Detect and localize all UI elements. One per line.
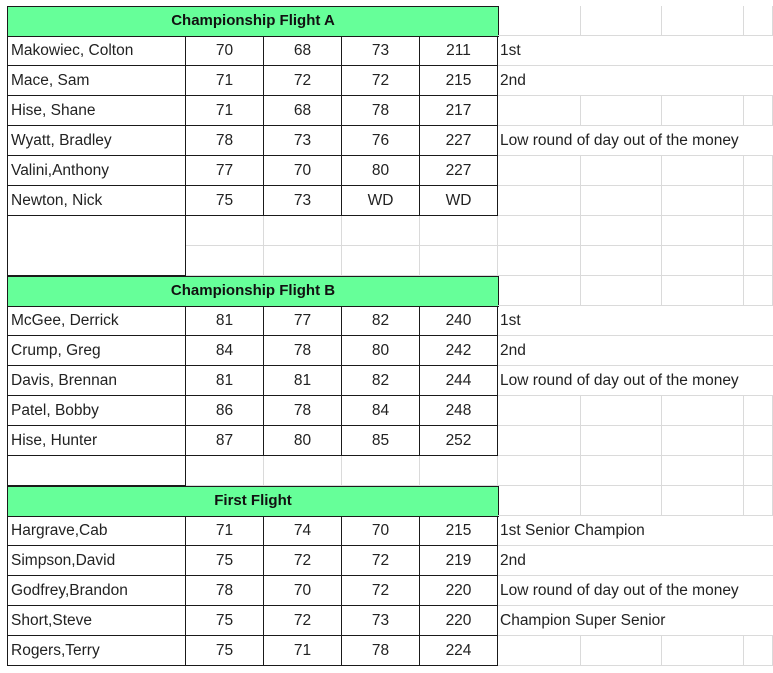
empty-cell[interactable] <box>498 276 581 306</box>
player-name-cell[interactable]: Valini,Anthony <box>7 156 186 186</box>
round-score-cell[interactable]: 71 <box>186 66 264 96</box>
note-cell[interactable]: Low round of day out of the money <box>498 366 773 396</box>
round-score-cell[interactable]: 78 <box>264 336 342 366</box>
flight-header[interactable]: Championship Flight B <box>7 276 499 307</box>
empty-cell[interactable] <box>581 276 662 306</box>
empty-cell[interactable] <box>264 456 342 486</box>
round-score-cell[interactable]: 81 <box>264 366 342 396</box>
player-name-cell[interactable]: Makowiec, Colton <box>7 36 186 66</box>
empty-cell[interactable] <box>662 186 744 216</box>
total-score-cell[interactable]: 242 <box>420 336 498 366</box>
empty-cell[interactable] <box>498 246 581 276</box>
round-score-cell[interactable]: 71 <box>186 96 264 126</box>
empty-cell[interactable] <box>498 156 581 186</box>
round-score-cell[interactable]: 78 <box>342 96 420 126</box>
round-score-cell[interactable]: 75 <box>186 606 264 636</box>
round-score-cell[interactable]: 87 <box>186 426 264 456</box>
player-name-cell[interactable]: Patel, Bobby <box>7 396 186 426</box>
empty-cell[interactable] <box>744 276 773 306</box>
empty-cell[interactable] <box>186 246 264 276</box>
empty-cell[interactable] <box>264 246 342 276</box>
round-score-cell[interactable]: 81 <box>186 306 264 336</box>
round-score-cell[interactable]: 72 <box>264 606 342 636</box>
empty-cell[interactable] <box>662 216 744 246</box>
round-score-cell[interactable]: 77 <box>186 156 264 186</box>
empty-cell[interactable] <box>581 6 662 36</box>
total-score-cell[interactable]: 252 <box>420 426 498 456</box>
empty-cell[interactable] <box>420 246 498 276</box>
round-score-cell[interactable]: 78 <box>186 126 264 156</box>
empty-cell[interactable] <box>581 426 662 456</box>
total-score-cell[interactable]: 219 <box>420 546 498 576</box>
empty-cell[interactable] <box>744 426 773 456</box>
empty-cell[interactable] <box>264 216 342 246</box>
total-score-cell[interactable]: 220 <box>420 576 498 606</box>
note-cell[interactable]: 1st Senior Champion <box>498 516 773 546</box>
round-score-cell[interactable]: 85 <box>342 426 420 456</box>
empty-cell[interactable] <box>744 396 773 426</box>
round-score-cell[interactable]: 76 <box>342 126 420 156</box>
empty-cell[interactable] <box>662 96 744 126</box>
round-score-cell[interactable]: 75 <box>186 186 264 216</box>
round-score-cell[interactable]: 77 <box>264 306 342 336</box>
note-cell[interactable]: 1st <box>498 36 773 66</box>
round-score-cell[interactable]: 84 <box>342 396 420 426</box>
empty-cell[interactable] <box>498 396 581 426</box>
round-score-cell[interactable]: 72 <box>342 576 420 606</box>
round-score-cell[interactable]: WD <box>342 186 420 216</box>
round-score-cell[interactable]: 70 <box>186 36 264 66</box>
round-score-cell[interactable]: 68 <box>264 96 342 126</box>
empty-cell[interactable] <box>420 456 498 486</box>
note-cell[interactable]: 2nd <box>498 66 773 96</box>
empty-cell[interactable] <box>662 156 744 186</box>
round-score-cell[interactable]: 73 <box>342 36 420 66</box>
player-name-cell[interactable]: Hise, Shane <box>7 96 186 126</box>
round-score-cell[interactable]: 74 <box>264 516 342 546</box>
empty-cell[interactable] <box>662 486 744 516</box>
empty-cell[interactable] <box>498 96 581 126</box>
round-score-cell[interactable]: 70 <box>342 516 420 546</box>
blank-cell[interactable] <box>7 456 186 486</box>
total-score-cell[interactable]: 227 <box>420 156 498 186</box>
player-name-cell[interactable]: Godfrey,Brandon <box>7 576 186 606</box>
player-name-cell[interactable]: McGee, Derrick <box>7 306 186 336</box>
empty-cell[interactable] <box>662 426 744 456</box>
player-name-cell[interactable]: Newton, Nick <box>7 186 186 216</box>
player-name-cell[interactable]: Davis, Brennan <box>7 366 186 396</box>
round-score-cell[interactable]: 78 <box>264 396 342 426</box>
empty-cell[interactable] <box>498 486 581 516</box>
player-name-cell[interactable]: Wyatt, Bradley <box>7 126 186 156</box>
empty-cell[interactable] <box>581 486 662 516</box>
empty-cell[interactable] <box>498 6 581 36</box>
total-score-cell[interactable]: 240 <box>420 306 498 336</box>
empty-cell[interactable] <box>342 456 420 486</box>
total-score-cell[interactable]: 227 <box>420 126 498 156</box>
empty-cell[interactable] <box>744 96 773 126</box>
round-score-cell[interactable]: 70 <box>264 576 342 606</box>
round-score-cell[interactable]: 71 <box>186 516 264 546</box>
player-name-cell[interactable]: Mace, Sam <box>7 66 186 96</box>
round-score-cell[interactable]: 82 <box>342 306 420 336</box>
flight-header[interactable]: Championship Flight A <box>7 6 499 37</box>
note-cell[interactable]: Low round of day out of the money <box>498 576 773 606</box>
empty-cell[interactable] <box>342 216 420 246</box>
round-score-cell[interactable]: 73 <box>264 186 342 216</box>
empty-cell[interactable] <box>342 246 420 276</box>
total-score-cell[interactable]: WD <box>420 186 498 216</box>
round-score-cell[interactable]: 82 <box>342 366 420 396</box>
total-score-cell[interactable]: 248 <box>420 396 498 426</box>
empty-cell[interactable] <box>420 216 498 246</box>
round-score-cell[interactable]: 80 <box>264 426 342 456</box>
player-name-cell[interactable]: Crump, Greg <box>7 336 186 366</box>
empty-cell[interactable] <box>498 426 581 456</box>
empty-cell[interactable] <box>662 6 744 36</box>
total-score-cell[interactable]: 220 <box>420 606 498 636</box>
player-name-cell[interactable]: Rogers,Terry <box>7 636 186 666</box>
round-score-cell[interactable]: 81 <box>186 366 264 396</box>
total-score-cell[interactable]: 215 <box>420 66 498 96</box>
empty-cell[interactable] <box>581 246 662 276</box>
empty-cell[interactable] <box>581 396 662 426</box>
total-score-cell[interactable]: 215 <box>420 516 498 546</box>
empty-cell[interactable] <box>662 246 744 276</box>
round-score-cell[interactable]: 75 <box>186 546 264 576</box>
flight-header[interactable]: First Flight <box>7 486 499 517</box>
note-cell[interactable]: 2nd <box>498 546 773 576</box>
total-score-cell[interactable]: 211 <box>420 36 498 66</box>
round-score-cell[interactable]: 68 <box>264 36 342 66</box>
round-score-cell[interactable]: 78 <box>186 576 264 606</box>
empty-cell[interactable] <box>581 96 662 126</box>
total-score-cell[interactable]: 217 <box>420 96 498 126</box>
round-score-cell[interactable]: 84 <box>186 336 264 366</box>
empty-cell[interactable] <box>662 456 744 486</box>
empty-cell[interactable] <box>581 156 662 186</box>
round-score-cell[interactable]: 73 <box>342 606 420 636</box>
empty-cell[interactable] <box>744 6 773 36</box>
total-score-cell[interactable]: 224 <box>420 636 498 666</box>
note-cell[interactable]: Champion Super Senior <box>498 606 773 636</box>
empty-cell[interactable] <box>186 456 264 486</box>
note-cell[interactable]: 2nd <box>498 336 773 366</box>
round-score-cell[interactable]: 86 <box>186 396 264 426</box>
empty-cell[interactable] <box>186 216 264 246</box>
empty-cell[interactable] <box>744 486 773 516</box>
round-score-cell[interactable]: 80 <box>342 156 420 186</box>
empty-cell[interactable] <box>744 216 773 246</box>
empty-cell[interactable] <box>744 246 773 276</box>
empty-cell[interactable] <box>744 156 773 186</box>
player-name-cell[interactable]: Short,Steve <box>7 606 186 636</box>
empty-cell[interactable] <box>498 456 581 486</box>
round-score-cell[interactable]: 72 <box>264 546 342 576</box>
player-name-cell[interactable]: Hise, Hunter <box>7 426 186 456</box>
empty-cell[interactable] <box>662 276 744 306</box>
round-score-cell[interactable]: 71 <box>264 636 342 666</box>
player-name-cell[interactable]: Simpson,David <box>7 546 186 576</box>
empty-cell[interactable] <box>662 396 744 426</box>
note-cell[interactable]: Low round of day out of the money <box>498 126 773 156</box>
round-score-cell[interactable]: 72 <box>342 546 420 576</box>
empty-cell[interactable] <box>744 636 773 666</box>
round-score-cell[interactable]: 80 <box>342 336 420 366</box>
empty-cell[interactable] <box>581 216 662 246</box>
empty-cell[interactable] <box>581 456 662 486</box>
round-score-cell[interactable]: 72 <box>264 66 342 96</box>
round-score-cell[interactable]: 73 <box>264 126 342 156</box>
round-score-cell[interactable]: 78 <box>342 636 420 666</box>
empty-cell[interactable] <box>744 186 773 216</box>
empty-cell[interactable] <box>498 216 581 246</box>
empty-cell[interactable] <box>581 186 662 216</box>
empty-cell[interactable] <box>581 636 662 666</box>
empty-cell[interactable] <box>498 636 581 666</box>
note-cell[interactable]: 1st <box>498 306 773 336</box>
round-score-cell[interactable]: 70 <box>264 156 342 186</box>
empty-cell[interactable] <box>662 636 744 666</box>
blank-merged-cell[interactable] <box>7 216 186 276</box>
player-name-cell[interactable]: Hargrave,Cab <box>7 516 186 546</box>
round-score-cell[interactable]: 75 <box>186 636 264 666</box>
round-score-cell[interactable]: 72 <box>342 66 420 96</box>
empty-cell[interactable] <box>498 186 581 216</box>
empty-cell[interactable] <box>744 456 773 486</box>
total-score-cell[interactable]: 244 <box>420 366 498 396</box>
